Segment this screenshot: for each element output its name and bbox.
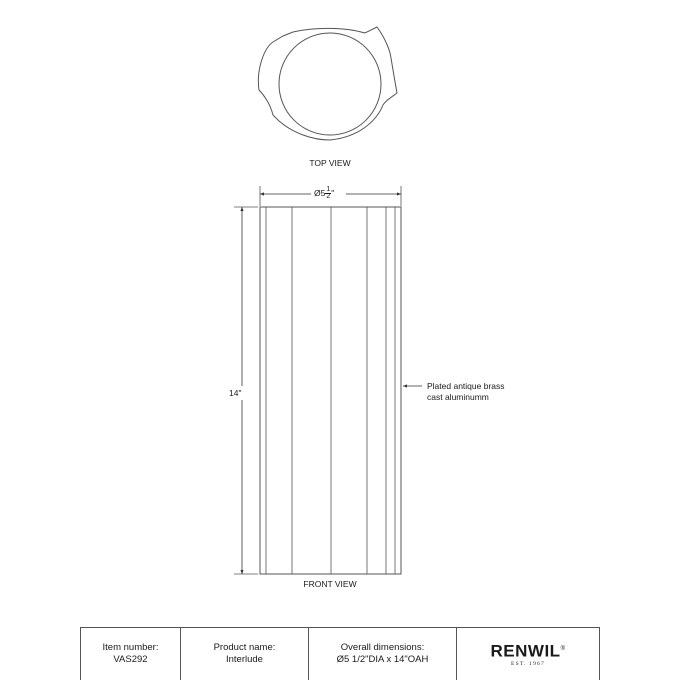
logo-cell	[457, 628, 599, 680]
top-view-inner-circle	[279, 33, 381, 135]
front-view-outline	[260, 207, 401, 574]
top-view	[258, 27, 397, 140]
product-name-label: Product name:	[213, 642, 276, 653]
renwil-logo: RENWIL®	[490, 641, 566, 661]
diameter-label	[314, 187, 334, 200]
dimensions-cell	[309, 628, 457, 680]
title-block	[80, 627, 600, 680]
product-name-value: Interlude	[226, 654, 263, 665]
dimensions-label: Overall dimensions:	[340, 642, 425, 653]
top-view-label: TOP VIEW	[309, 158, 351, 168]
material-note-line1: Plated antique brass	[427, 381, 505, 391]
item-number-cell	[81, 628, 181, 680]
item-number-value: VAS292	[113, 654, 148, 665]
product-name-cell	[181, 628, 309, 680]
item-number-label: Item number:	[102, 642, 159, 653]
diameter-prefix: Ø5	[314, 187, 326, 198]
diameter-fraction: $\frac{1}{2}$	[326, 186, 331, 200]
height-label: 14"	[229, 388, 242, 398]
front-view-label: FRONT VIEW	[303, 579, 357, 589]
logo-established: EST. 1967	[511, 660, 545, 667]
front-view	[260, 207, 401, 574]
material-note	[427, 381, 505, 403]
dimensions-value: Ø5 1/2"DIA x 14"OAH	[336, 654, 429, 665]
material-note-line2: cast aluminumm	[427, 392, 489, 402]
diameter-suffix: "	[331, 187, 335, 198]
